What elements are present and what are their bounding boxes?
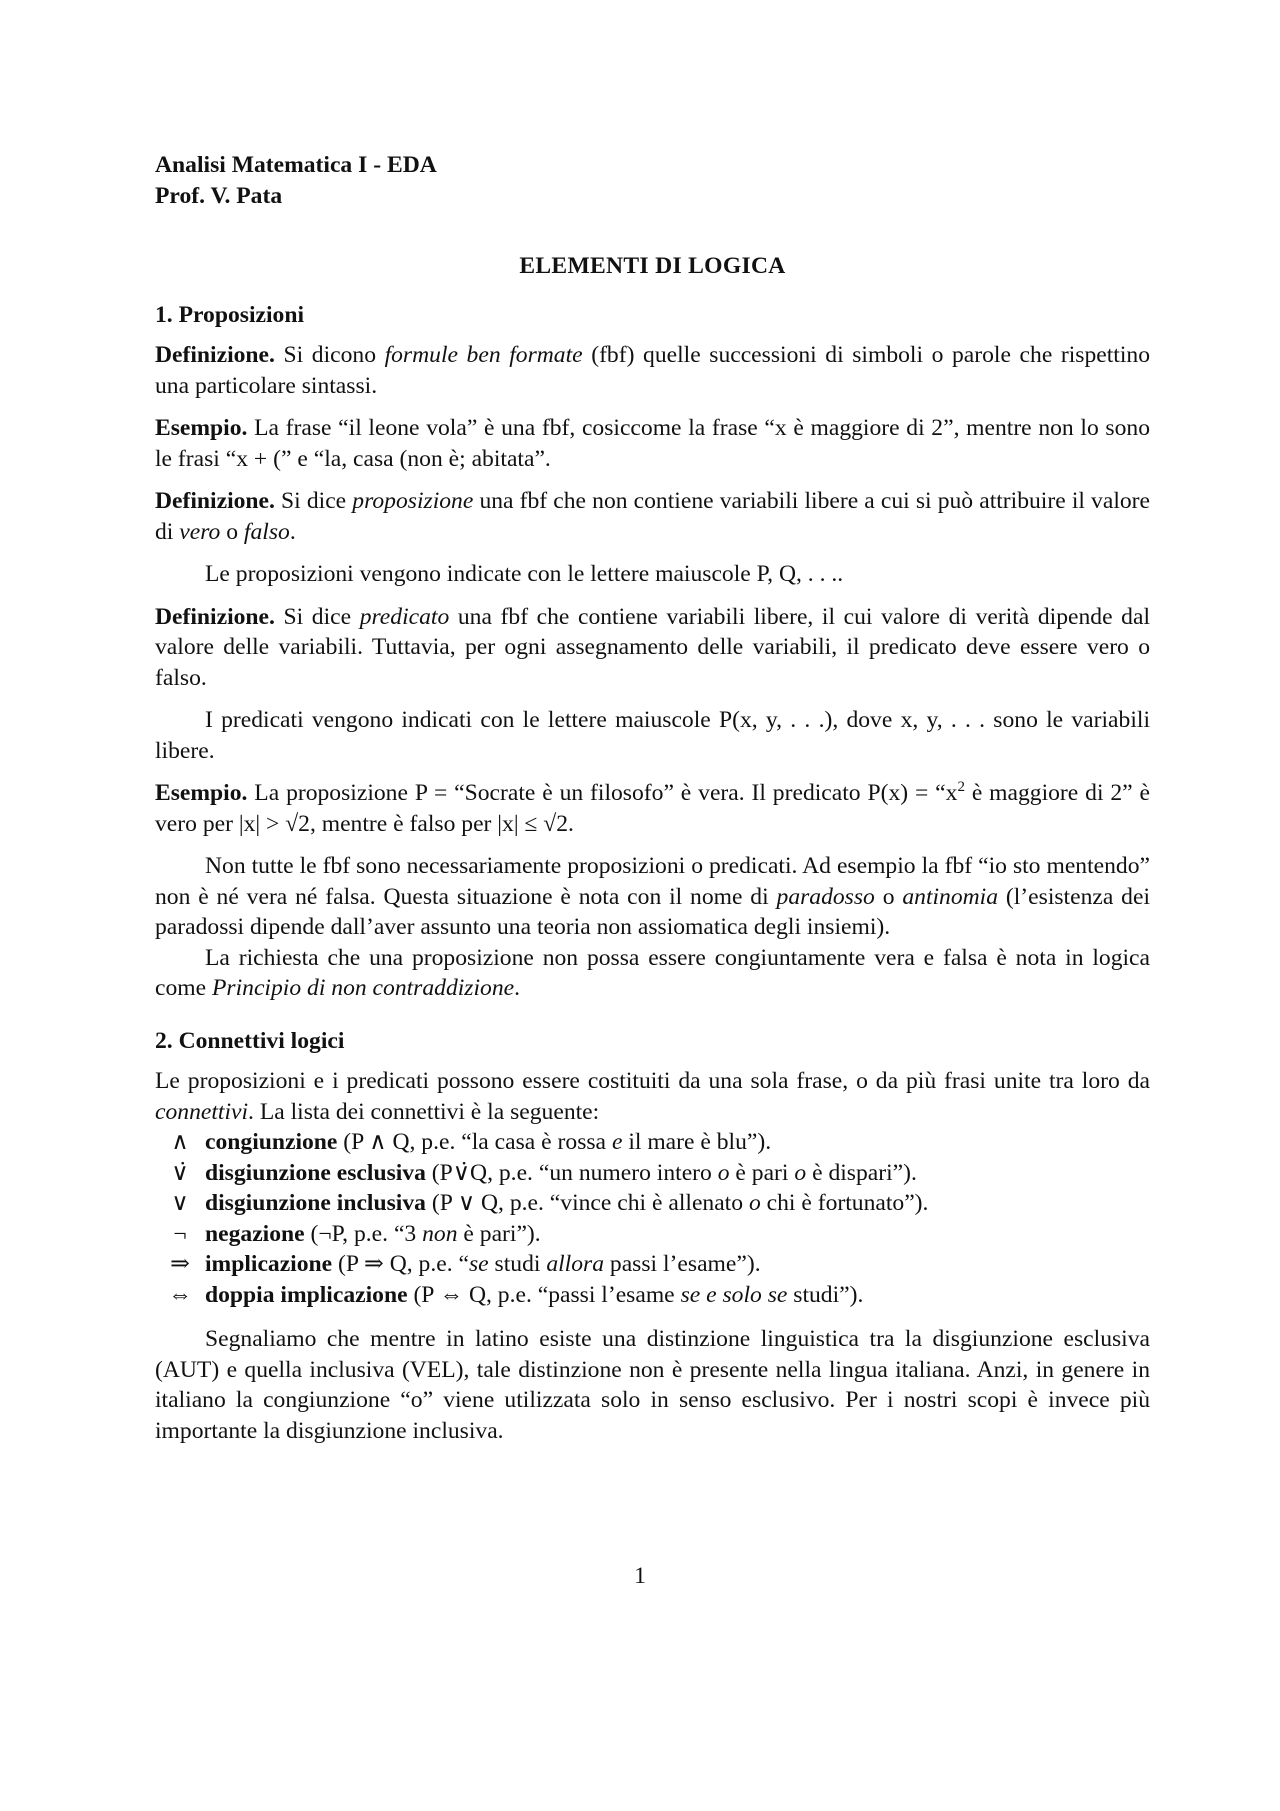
paragraph-aut-vel: Segnaliamo che mentre in latino esiste una distinzione linguistica tra la disgiunzione esclusiva (AUT) e quella inclusiva (VEL), tale distinzione non è presente nella lingua italiana. Anzi, in genere in italiano la congiunzione “o” viene utilizzata solo in senso esclusivo. Per i nostri scopi è invece più importante la disgiunzione inclusiva. (155, 1326, 1150, 1444)
implies-symbol-icon: ⇒ (170, 1251, 190, 1277)
example-fbf: Esempio. La frase “il leone vola” è una fbf, cosiccome la frase “x è maggiore di 2”, mentre non lo sono le frasi “x + (” e “la, casa (non è; abitata”. (155, 415, 1150, 472)
connectives-list (155, 1127, 1150, 1310)
list-item-disgiunzione-esclusiva: ∨̇ disgiunzione esclusiva (P∨̇Q, p.e. “un numero intero o è pari o è dispari”). (155, 1158, 1150, 1189)
iff-symbol-icon: ⇔ (168, 1281, 192, 1308)
paragraph-connettivi-intro: Le proposizioni e i predicati possono essere costituiti da una sola frase, o da più frasi unite tra loro da connettivi. La lista dei connettivi è la seguente: (155, 1068, 1150, 1125)
list-item-doppia-implicazione: ⇔ doppia implicazione (P ⇔ Q, p.e. “passi l’esame se e solo se studi”). (155, 1280, 1150, 1311)
course-title: Analisi Matematica I - EDA (155, 152, 437, 178)
example-label: Esempio. (155, 415, 248, 441)
section-2-heading: 2. Connettivi logici (155, 1027, 345, 1054)
xor-symbol-icon: ∨̇ (171, 1159, 189, 1186)
example-label: Esempio. (155, 780, 248, 806)
example-socrate: Esempio. La proposizione P = “Socrate è un filosofo” è vera. Il predicato $P(x) = “x^2$ è maggiore di 2” è vero per |x| > √2, mentre è falso per |x| ≤ √2. (155, 779, 1150, 837)
definition-label: Definizione. (155, 488, 275, 514)
list-item-congiunzione: ∧ congiunzione (P ∧ Q, p.e. “la casa è rossa e il mare è blu”). (155, 1127, 1150, 1158)
paragraph-proposizioni-lettere: Le proposizioni vengono indicate con le lettere maiuscole P, Q, . . .. (205, 561, 844, 587)
document-page (155, 150, 1150, 1458)
definition-proposizione: Definizione. Si dice proposizione una fbf che non contiene variabili libere a cui si può attribuire il valore di vero o falso. (155, 488, 1151, 545)
definition-label: Definizione. (155, 603, 275, 630)
paragraph-non-contraddizione: La richiesta che una proposizione non possa essere congiuntamente vera e falsa è nota in logica come Principio di non contraddizione. (155, 944, 1150, 1001)
list-item-implicazione: ⇒ implicazione (P ⇒ Q, p.e. “se studi allora passi l’esame”). (155, 1249, 1150, 1280)
section-1-heading: 1. Proposizioni (155, 301, 305, 328)
definition-fbf: Definizione. Si dicono formule ben formate (fbf) quelle successioni di simboli o parole che rispettino una particolare sintassi. (155, 342, 1150, 399)
definition-predicato: Definizione. Si dice predicato una fbf che contiene variabili libere, il cui valore di verità dipende dal valore delle variabili. Tuttavia, per ogni assegnamento delle variabili, il predicato deve essere vero o falso. (155, 603, 1150, 691)
paragraph-paradosso: Non tutte le fbf sono necessariamente proposizioni o predicati. Ad esempio la fbf “io sto mentendo” non è né vera né falsa. Questa situazione è nota con il nome di paradosso o antinomia (l’esistenza dei paradossi dipende dall’aver assunto una teoria non assiomatica degli insiemi). (155, 853, 1150, 940)
definition-label: Definizione. (155, 342, 275, 368)
or-symbol-icon: ∨ (171, 1190, 189, 1216)
page-number: 1 (634, 1563, 646, 1589)
not-symbol-icon: ¬ (173, 1220, 187, 1247)
and-symbol-icon: ∧ (171, 1129, 189, 1155)
list-item-disgiunzione-inclusiva: ∨ disgiunzione inclusiva (P ∨ Q, p.e. “vince chi è allenato o chi è fortunato”). (155, 1188, 1150, 1219)
paragraph-predicati-lettere: I predicati vengono indicati con le lettere maiuscole P(x, y, . . .), dove x, y, . . . sono le variabili libere. (155, 707, 1150, 764)
document-title: ELEMENTI DI LOGICA (519, 253, 786, 279)
list-item-negazione: ¬ negazione (¬P, p.e. “3 non è pari”). (155, 1219, 1150, 1250)
professor-name: Prof. V. Pata (155, 182, 283, 209)
